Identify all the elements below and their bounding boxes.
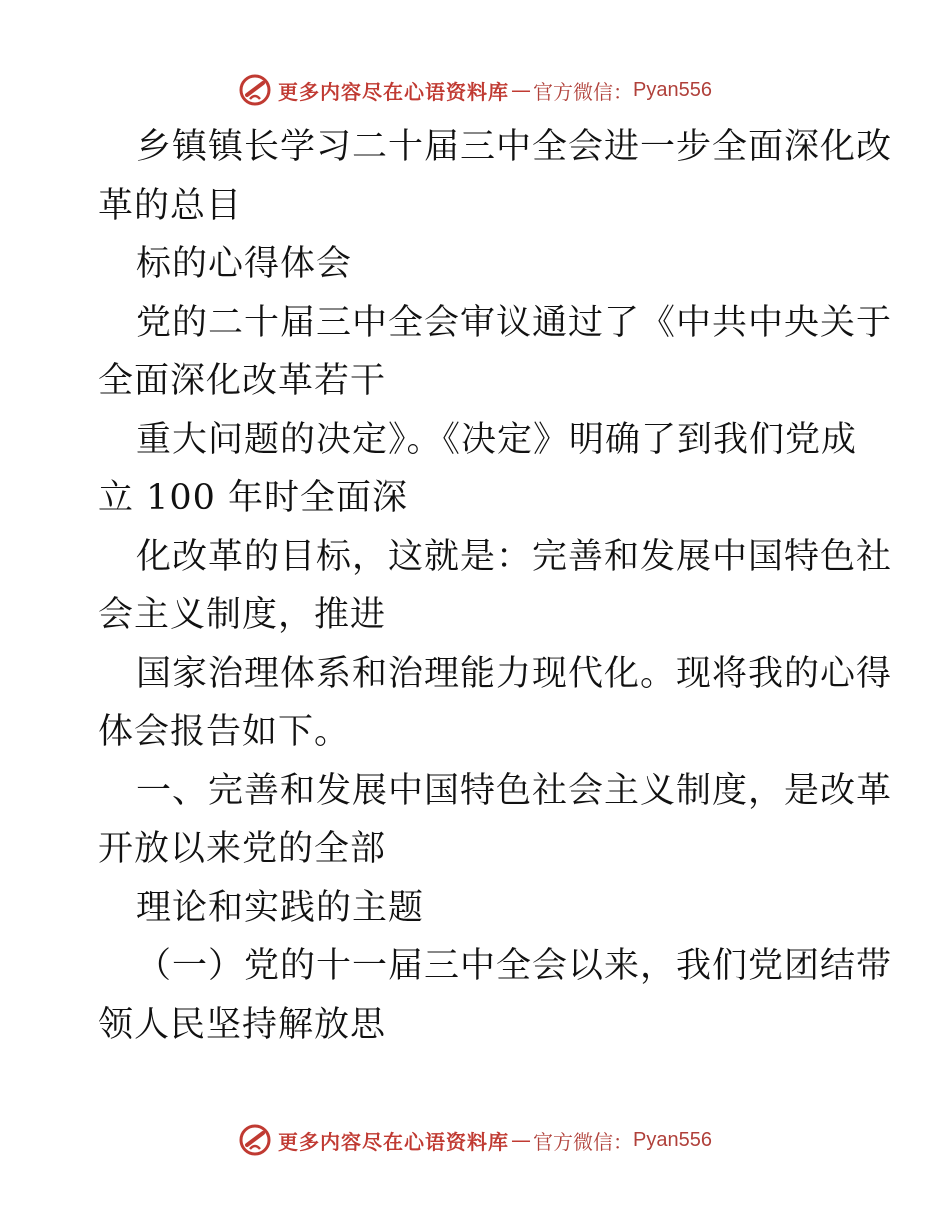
banner-wechat-id: Pyan556: [633, 78, 712, 101]
banner-text: 更多内容尽在心语资料库: [278, 1129, 510, 1154]
banner-separator: —: [511, 1128, 532, 1152]
banner-wechat-label: 官方微信：: [533, 79, 634, 104]
text-line: 开放以来党的全部: [98, 829, 387, 869]
logo-icon: [238, 1123, 272, 1157]
text-line: 党的二十届三中全会审议通过了《中共中央关于: [136, 302, 893, 343]
banner-wechat-label: 官方微信：: [533, 1129, 634, 1154]
text-line: 革的总目: [98, 185, 243, 226]
text-line: 乡镇镇长学习二十届三中全会进一步全面深化改: [136, 127, 893, 167]
text-line: 立 100 年时全面深: [98, 478, 409, 518]
text-line: 会主义制度，推进: [98, 595, 387, 635]
banner-text: 更多内容尽在心语资料库: [278, 79, 510, 104]
text-line: （一）党的十一届三中全会以来，我们党团结带: [136, 946, 893, 986]
logo-icon: [238, 73, 272, 107]
banner-wechat-id: Pyan556: [633, 1128, 712, 1151]
document-body: [98, 118, 893, 1054]
footer-watermark: [0, 1120, 950, 1160]
text-line: 体会报告如下。: [98, 712, 351, 752]
text-line: 理论和实践的主题: [136, 887, 425, 928]
text-line: 领人民坚持解放思: [98, 1004, 387, 1045]
banner-separator: —: [511, 78, 532, 102]
text-line: 标的心得体会: [136, 244, 353, 284]
text-line: 全面深化改革若干: [98, 361, 387, 401]
text-line: 重大问题的决定》。《决定》明确了到我们党成: [136, 419, 858, 460]
text-line: 一、完善和发展中国特色社会主义制度，是改革: [136, 770, 893, 811]
text-line: 化改革的目标，这就是：完善和发展中国特色社: [136, 536, 893, 577]
header-watermark: [0, 70, 950, 110]
text-line: 国家治理体系和治理能力现代化。现将我的心得: [136, 653, 893, 694]
